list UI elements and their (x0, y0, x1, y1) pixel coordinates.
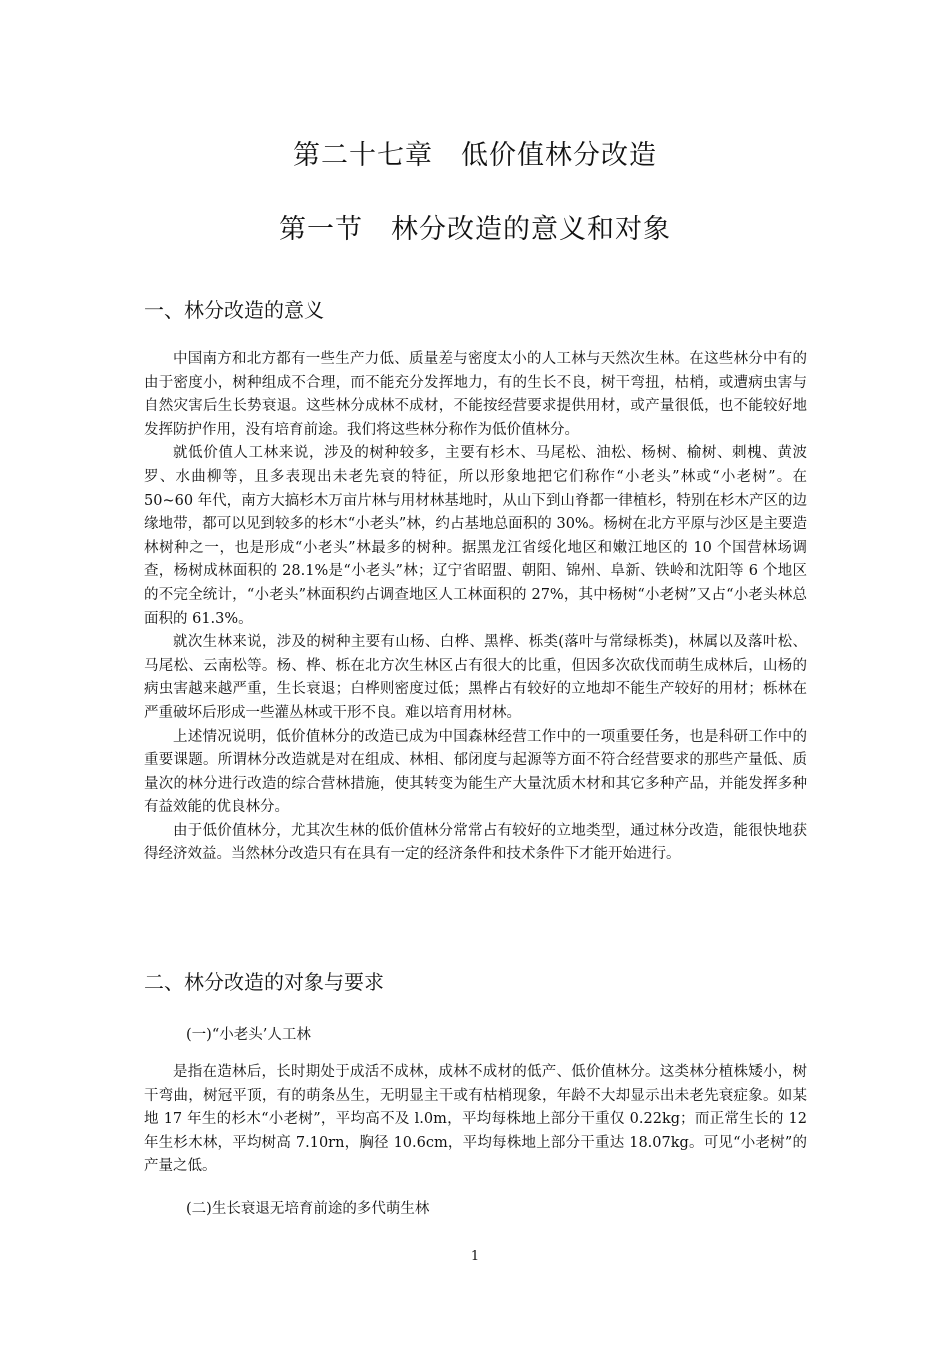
paragraph: 就次生林来说，涉及的树种主要有山杨、白桦、黑桦、栎类(落叶与常绿栎类)，林属以及落叶松、马尾松、云南松等。杨、桦、栎在北方次生林区占有很大的比重，但因多次砍伐而萌生成林后，山杨的病虫害越来越严重，生长衰退；白桦则密度过低；黑桦占有较好的立地却不能生产较好的用材；栎林在严重破坏后形成一些灌丛林或干形不良。难以培育用材林。 (144, 634, 807, 721)
objects-body (144, 1061, 807, 1179)
significance-body (144, 348, 807, 867)
heading-objects-requirements: 二、林分改造的对象与要求 (144, 970, 384, 994)
paragraph: 就低价值人工林来说，涉及的树种较多，主要有杉木、马尾松、油松、杨树、榆树、刺槐、黄波罗、水曲柳等，且多表现出未老先衰的特征，所以形象地把它们称作“小老头”林或“小老树”。在 50~60 年代，南方大搞杉木万亩片林与用材林基地时，从山下到山脊都一律植杉，特别在杉木产区的边缘地带，都可以见到较多的杉木“小老头”林，约占基地总面积的 30%。杨树在北方平原与沙区是主要造林树种之一，也是形成“小老头”林最多的树种。据黑龙江省绥化地区和嫩江地区的 10 个国营林场调查，杨树成林面积的 28.1%是“小老头”林；辽宁省昭盟、朝阳、锦州、阜新、铁岭和沈阳等 6 个地区的不完全统计，“小老头”林面积约占调查地区人工林面积的 27%，其中杨树“小老树”又占“小老头林总面积的 61.3%。 (144, 445, 807, 627)
paragraph: 中国南方和北方都有一些生产力低、质量差与密度太小的人工林与天然次生林。在这些林分中有的由于密度小，树种组成不合理，而不能充分发挥地力，有的生长不良，树干弯扭，枯梢，或遭病虫害与自然灾害后生长势衰退。这些林分成林不成材，不能按经营要求提供用材，或产量很低，也不能较好地发挥防护作用，没有培育前途。我们将这些林分称作为低价值林分。 (144, 351, 807, 438)
heading-significance: 一、林分改造的意义 (144, 298, 324, 322)
section-title: 第一节 林分改造的意义和对象 (279, 214, 671, 245)
chapter-title: 第二十七章 低价值林分改造 (293, 140, 657, 171)
paragraph: 上述情况说明，低价值林分的改造已成为中国森林经营工作中的一项重要任务，也是科研工作中的重要课题。所谓林分改造就是对在组成、林相、郁闭度与起源等方面不符合经营要求的那些产量低、质量次的林分进行改造的综合营林措施，使其转变为能生产大量沈质木材和其它多种产品，并能发挥多种有益效能的优良林分。 (144, 728, 807, 816)
subheading-small-old-trees: (一)“小老头’人工林 (186, 1027, 311, 1043)
page-number: 1 (470, 1249, 480, 1264)
paragraph: 由于低价值林分，尤其次生林的低价值林分常常占有较好的立地类型，通过林分改造，能很快地获得经济效益。当然林分改造只有在具有一定的经济条件和技术条件下才能开始进行。 (144, 822, 807, 863)
paragraph: 是指在造林后，长时期处于成活不成林，成林不成材的低产、低价值林分。这类林分植株矮小，树干弯曲，树冠平顶，有的萌条丛生，无明显主干或有枯梢现象，年龄不大却显示出未老先衰症象。如某地 17 年生的杉木“小老树”，平均高不及 l.0m，平均每株地上部分干重仅 0.22kg；而正常生长的 12 年生杉木林，平均树高 7.10rn，胸径 10.6cm，平均每株地上部分干重达 18.07kg。可见“小老树”的产量之低。 (144, 1064, 807, 1175)
subheading-coppice-forest: (二)生长衰退无培育前途的多代萌生林 (186, 1201, 430, 1217)
